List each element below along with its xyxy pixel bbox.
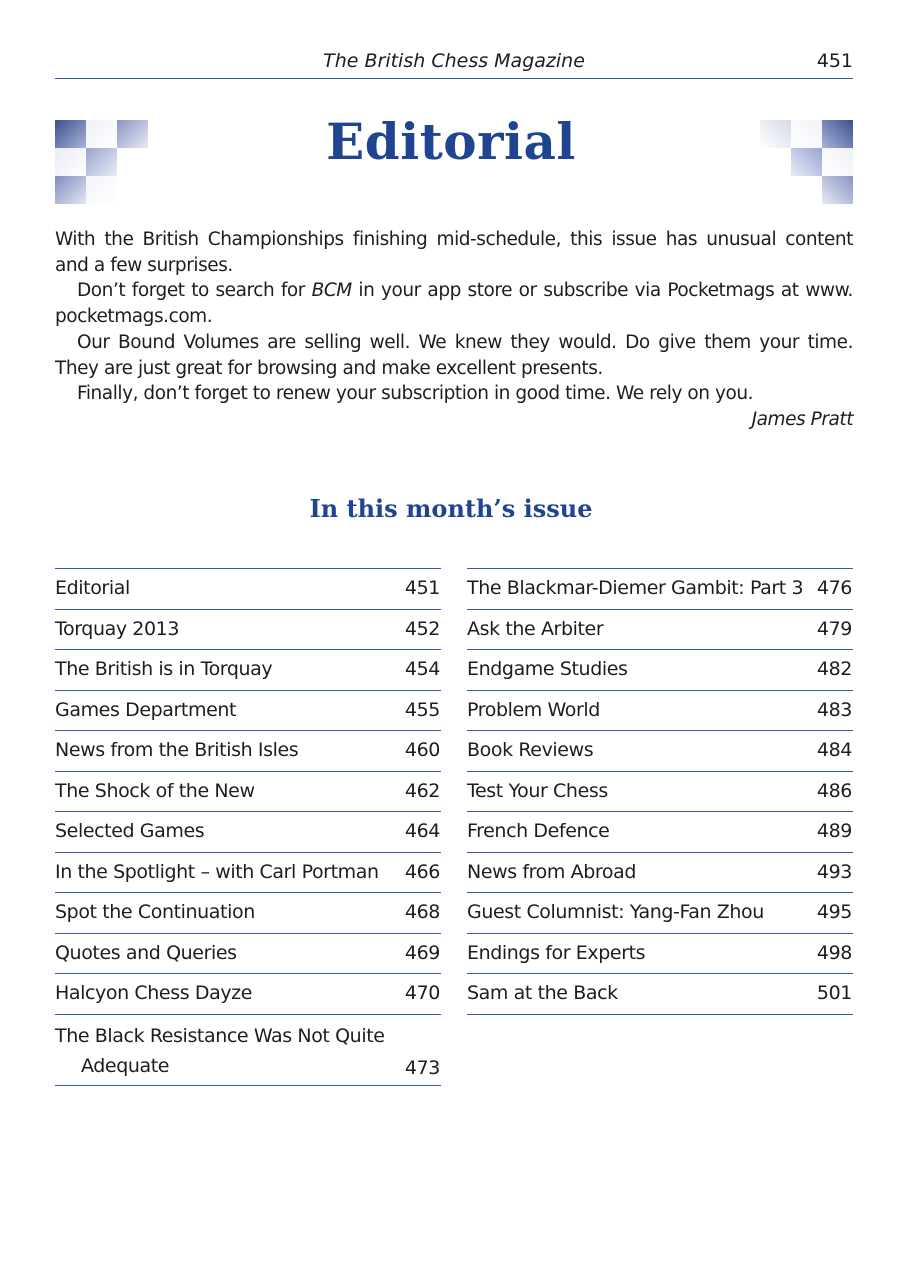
contents-heading: In this month’s issue [309,494,593,523]
toc-row [55,893,441,934]
toc-title: In the Spotlight – with Carl Portman [55,860,379,883]
toc-row [467,569,853,610]
toc-page: 484 [816,739,852,761]
toc-title: Endings for Experts [467,941,646,964]
signature: James Pratt [751,408,853,430]
toc-page: 501 [816,982,852,1004]
toc-title: News from Abroad [467,860,637,883]
toc-row [55,812,441,853]
bcm-emphasis: BCM [311,280,352,302]
toc-page: 493 [816,860,852,883]
page-number: 451 [816,50,853,72]
toc-title: The Blackmar-Diemer Gambit: Part 3 [467,577,804,599]
toc-title: Spot the Continuation [55,901,255,923]
paragraph-2-start: Don’t forget to search for [77,280,312,302]
toc-page: 483 [816,698,852,721]
toc-title: Torquay 2013 [55,617,180,640]
toc-title: Games Department [55,698,237,721]
toc-page: 469 [404,941,440,964]
toc-page: 464 [404,820,440,842]
toc-page: 482 [816,658,852,680]
toc-page: 451 [404,577,440,599]
toc-row [467,974,853,1015]
toc-row [55,772,441,813]
editorial-body [55,227,853,433]
toc-row [55,974,441,1015]
toc-title: Halcyon Chess Dayze [55,982,253,1004]
paragraph-1: With the British Championships finishing mid-schedule, this issue has unusual content and a few surprises. [55,229,853,276]
toc-title: News from the British Isles [55,739,299,761]
toc-page: 466 [404,860,440,883]
toc-title: Book Reviews [467,739,594,761]
toc-row [467,650,853,691]
toc-page: 468 [404,901,440,923]
toc-page: 462 [404,779,440,802]
toc-title: The Shock of the New [55,779,255,802]
toc-title: Selected Games [55,820,205,842]
toc-title: Test Your Chess [467,779,608,802]
toc-row [55,610,441,651]
toc-page: 476 [816,577,852,599]
toc-row [55,934,441,975]
toc-page: 479 [816,617,852,640]
toc-row [467,893,853,934]
toc-title: Sam at the Back [467,982,618,1004]
toc-row [467,934,853,975]
toc-row [55,569,441,610]
toc-title-line-1: The Black Resistance Was Not Quite [55,1024,385,1047]
toc-page: 454 [404,658,440,680]
paragraph-2-end: in your app store or subscribe via Pocketmags at www. pocketmags.com. [55,280,853,328]
contents-column-right [467,568,853,1015]
paragraph-2 [55,278,853,329]
toc-page: 489 [816,820,852,842]
toc-title: Ask the Arbiter [467,617,604,640]
toc-row [467,812,853,853]
toc-row [467,853,853,894]
toc-page: 455 [404,698,440,721]
magazine-name: The British Chess Magazine [323,50,585,72]
toc-row [55,853,441,894]
toc-title-line-2: Adequate [81,1054,170,1077]
contents-column-left [55,568,441,1086]
toc-page: 473 [404,1057,440,1079]
toc-page: 452 [404,617,440,640]
toc-title: Editorial [55,577,130,599]
page-title: Editorial [326,112,576,171]
toc-page: 498 [816,941,852,964]
toc-title: Problem World [467,698,600,721]
paragraph-3: Our Bound Volumes are selling well. We knew they would. Do give them your time. They are just great for browsing and make excellent presents. [55,331,853,379]
toc-title: French Defence [467,820,610,842]
toc-page: 495 [816,901,852,923]
toc-title: Guest Columnist: Yang-Fan Zhou [467,901,764,923]
running-header [55,48,853,79]
toc-row [467,691,853,732]
toc-title [55,1021,385,1081]
toc-row [467,731,853,772]
toc-page: 470 [404,982,440,1004]
toc-row [467,610,853,651]
toc-row [55,1015,441,1087]
toc-title: Endgame Studies [467,658,628,680]
toc-title: The British is in Torquay [55,658,273,680]
toc-row [467,772,853,813]
paragraph-4: Finally, don’t forget to renew your subscription in good time. We rely on you. [77,383,754,405]
toc-row [55,691,441,732]
toc-page: 486 [816,779,852,802]
toc-row [55,731,441,772]
toc-title: Quotes and Queries [55,941,237,964]
toc-page: 460 [404,739,440,761]
toc-row [55,650,441,691]
